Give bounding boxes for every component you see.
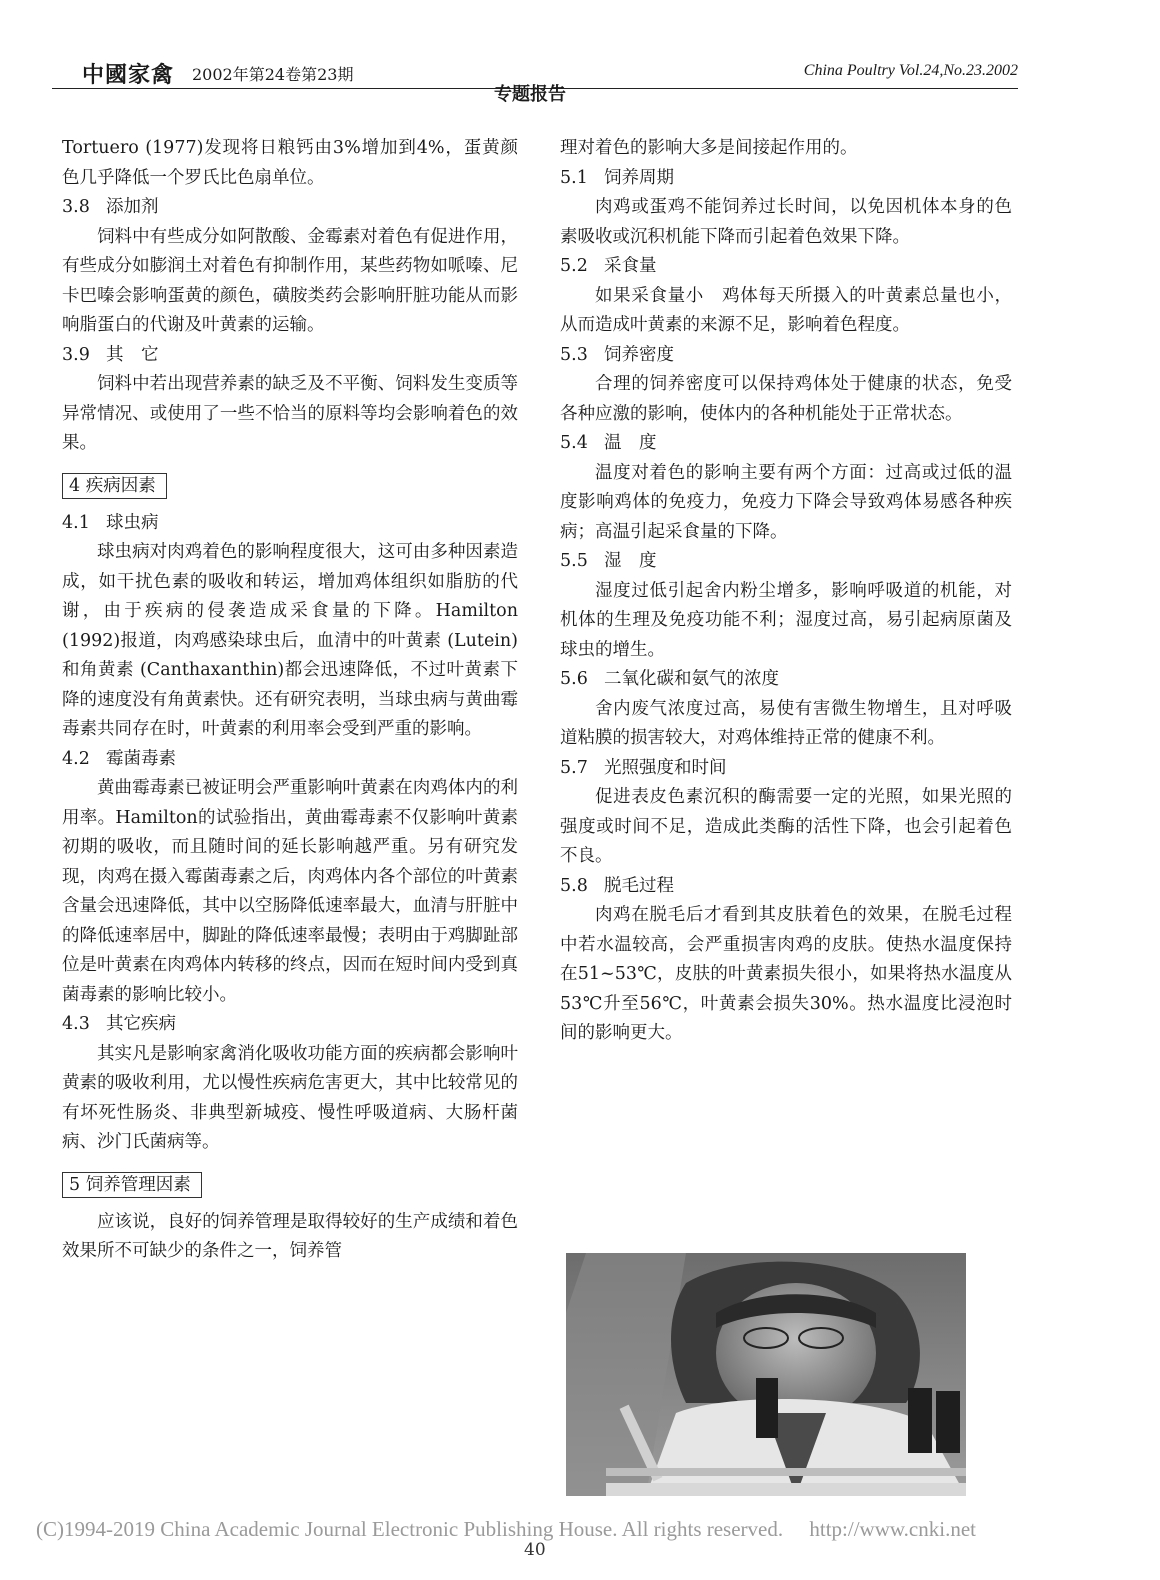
- subsection-heading: [560, 429, 1012, 459]
- subsection-title: 光照强度和时间: [604, 757, 727, 778]
- subsection-title: 饲养周期: [604, 167, 674, 188]
- paragraph: 其实凡是影响家禽消化吸收功能方面的疾病都会影响叶黄素的吸收利用，尤以慢性疾病危害更大，其中比较常见的有坏死性肠炎、非典型新城疫、慢性呼吸道病、大肠杆菌病、沙门氏菌病等。: [62, 1043, 518, 1152]
- journal-name-en: China Poultry Vol.24,No.23.2002: [803, 62, 1018, 79]
- subsection-number: 5.4: [560, 433, 588, 453]
- right-column: [560, 134, 1012, 1049]
- subsection-title: 饲养密度: [604, 344, 674, 365]
- paragraph: 饲料中有些成分如阿散酸、金霉素对着色有促进作用，有些成分如膨润土对着色有抑制作用，某些药物如哌嗪、尼卡巴嗪会影响蛋黄的颜色，磺胺类药会影响肝脏功能从而影响脂蛋白的代谢及叶黄素的运输。: [62, 226, 518, 335]
- lab-photo: [566, 1253, 966, 1496]
- section-heading-boxed: 5 饲养管理因素: [62, 1172, 202, 1198]
- subsection-heading: [560, 547, 1012, 577]
- subsection-number: 4.1: [62, 512, 90, 533]
- subsection-heading: [560, 872, 1012, 902]
- paragraph: 肉鸡或蛋鸡不能饲养过长时间，以免因机体本身的色素吸收或沉积机能下降而引起着色效果下降。: [560, 197, 1012, 247]
- subsection-heading: [62, 193, 518, 223]
- subsection-heading: [62, 341, 518, 371]
- paragraph: Tortuero (1977)发现将日粮钙由3%增加到4%，蛋黄颜色几乎降低一个罗氏比色扇单位。: [62, 138, 518, 188]
- subsection-heading: [62, 745, 518, 775]
- section-title: 专题报告: [494, 84, 566, 105]
- subsection-title: 脱毛过程: [604, 875, 674, 896]
- paragraph: 湿度过低引起舍内粉尘增多，影响呼吸道的机能，对机体的生理及免疫功能不利；湿度过高，易引起病原菌及球虫的增生。: [560, 580, 1012, 660]
- subsection-number: 3.8: [62, 197, 90, 217]
- subsection-heading: [560, 341, 1012, 371]
- subsection-number: 5.3: [560, 344, 588, 365]
- subsection-number: 4.3: [62, 1014, 90, 1034]
- subsection-heading: [62, 509, 518, 539]
- subsection-number: 5.2: [560, 256, 588, 276]
- subsection-title: 其 它: [106, 344, 159, 365]
- paragraph: 舍内废气浓度过高，易使有害微生物增生，且对呼吸道粘膜的损害较大，对鸡体维持正常的健康不利。: [560, 698, 1012, 748]
- paragraph: 球虫病对肉鸡着色的影响程度很大，这可由多种因素造成，如干扰色素的吸收和转运，增加鸡体组织如脂肪的代谢，由于疾病的侵袭造成采食量的下降。Hamilton (1992)报道，肉鸡感染球虫后，血清中的叶黄素 (Lutein)和角黄素 (Canthaxanthin)都会迅速降低，不过叶黄素下降的速度没有角黄素快。还有研究表明，当球虫病与黄曲霉毒素共同存在时，叶黄素的利用率会受到严重的影响。: [62, 542, 518, 739]
- subsection-number: 5.5: [560, 551, 588, 571]
- left-column: [62, 134, 518, 1267]
- paragraph: 合理的饲养密度可以保持鸡体处于健康的状态，免受各种应激的影响，使体内的各种机能处于正常状态。: [560, 374, 1012, 424]
- subsection-number: 3.9: [62, 344, 90, 365]
- subsection-heading: [560, 252, 1012, 282]
- paragraph: 肉鸡在脱毛后才看到其皮肤着色的效果，在脱毛过程中若水温较高，会严重损害肉鸡的皮肤。使热水温度保持在51~53℃，皮肤的叶黄素损失很小，如果将热水温度从53℃升至56℃，叶黄素会损失30%。热水温度比浸泡时间的影响更大。: [560, 905, 1012, 1043]
- copyright-footer: (C)1994-2019 China Academic Journal Electronic Publishing House. All rights reserved. http://www.cnki.net: [36, 1517, 976, 1541]
- section-heading-boxed: 4 疾病因素: [62, 473, 167, 499]
- subsection-heading: [560, 665, 1012, 695]
- paragraph: 理对着色的影响大多是间接起作用的。: [560, 138, 858, 158]
- journal-logo: 中國家禽: [82, 62, 175, 88]
- subsection-title: 添加剂: [106, 197, 159, 217]
- subsection-title: 采食量: [604, 256, 657, 276]
- subsection-heading: [62, 1010, 518, 1040]
- lab-photo-image: [566, 1253, 966, 1496]
- paragraph: 应该说，良好的饲养管理是取得较好的生产成绩和着色效果所不可缺少的条件之一，饲养管: [62, 1211, 518, 1261]
- paragraph: 如果采食量小 鸡体每天所摄入的叶黄素总量也小，从而造成叶黄素的来源不足，影响着色程度。: [560, 285, 1012, 335]
- paragraph: 促进表皮色素沉积的酶需要一定的光照，如果光照的强度或时间不足，造成此类酶的活性下降，也会引起着色不良。: [560, 787, 1012, 866]
- paragraph: 饲料中若出现营养素的缺乏及不平衡、饲料发生变质等异常情况、或使用了一些不恰当的原料等均会影响着色的效果。: [62, 374, 518, 453]
- subsection-number: 5.7: [560, 757, 588, 778]
- subsection-heading: [560, 754, 1012, 784]
- subsection-title: 温 度: [604, 433, 657, 453]
- subsection-title: 二氧化碳和氨气的浓度: [604, 669, 779, 689]
- subsection-number: 5.8: [560, 875, 588, 896]
- subsection-number: 4.2: [62, 748, 90, 769]
- subsection-title: 其它疾病: [106, 1014, 176, 1034]
- issue-info: 2002年第24卷第23期: [192, 65, 354, 84]
- page-number: 40: [524, 1540, 546, 1560]
- subsection-number: 5.1: [560, 167, 588, 188]
- subsection-title: 霉菌毒素: [106, 748, 176, 769]
- paragraph: 温度对着色的影响主要有两个方面：过高或过低的温度影响鸡体的免疫力，免疫力下降会导致鸡体易感各种疾病；高温引起采食量的下降。: [560, 462, 1012, 542]
- subsection-number: 5.6: [560, 669, 588, 689]
- paragraph: 黄曲霉毒素已被证明会严重影响叶黄素在肉鸡体内的利用率。Hamilton的试验指出，黄曲霉毒素不仅影响叶黄素初期的吸收，而且随时间的延长影响越严重。另有研究发现，肉鸡在摄入霉菌毒素之后，肉鸡体内各个部位的叶黄素含量会迅速降低，其中以空肠降低速率最大，血清与肝脏中的降低速率居中，脚趾的降低速率最慢；表明由于鸡脚趾部位是叶黄素在肉鸡体内转移的终点，因而在短时间内受到真菌毒素的影响比较小。: [62, 778, 518, 1005]
- subsection-title: 湿 度: [604, 551, 657, 571]
- subsection-heading: [560, 164, 1012, 194]
- subsection-title: 球虫病: [106, 512, 159, 533]
